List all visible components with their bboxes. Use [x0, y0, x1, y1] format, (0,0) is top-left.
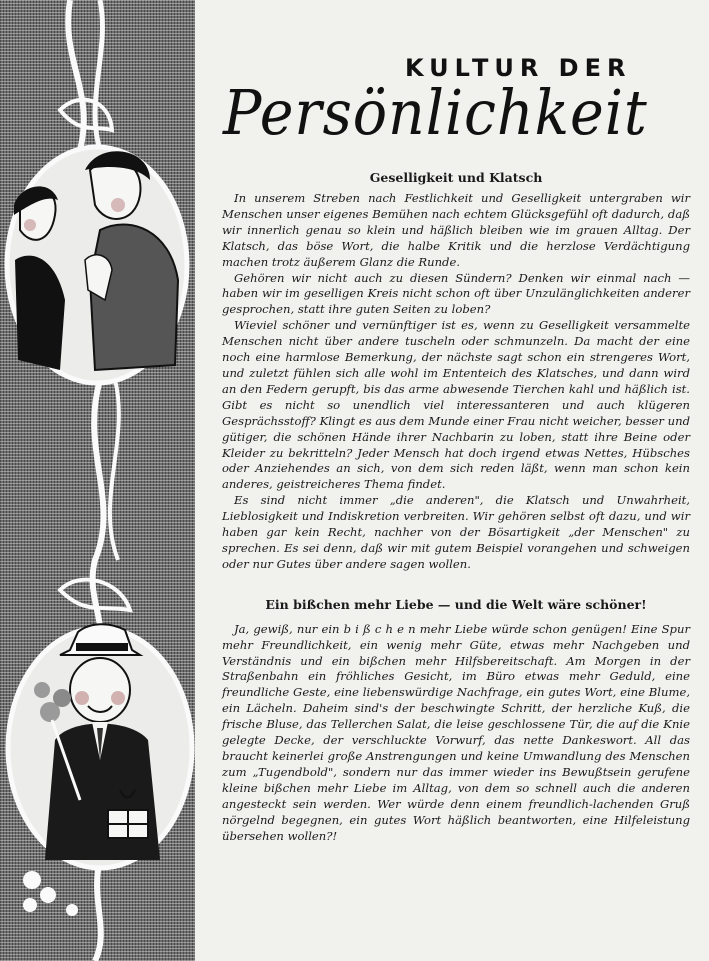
paragraph: Gehören wir nicht auch zu diesen Sündern? Denken wir einmal nach — haben wir im geselligen Kreis nicht schon oft über Unzulänglichkeiten anderer gesprochen, statt ihre guten Seiten zu loben?: [222, 270, 690, 317]
title-kicker: KULTUR DER: [405, 54, 632, 82]
paragraph: Es sind nicht immer „die anderen", die Klatsch und Unwahrheit, Lieblosigkeit und Indiskretion verbreiten. Wir gehören selbst oft dazu, und wir haben gar kein Recht, nachher von der Bösartigkeit „der Menschen" zu sprechen. Es sei denn, daß wir mit gutem Beispiel vorangehen und schweigen oder nur Gutes über andere sagen wollen.: [222, 493, 690, 571]
decorative-illustration-strip: [0, 0, 195, 961]
illustration-svg: [0, 0, 195, 961]
section-heading-liebe: Ein bißchen mehr Liebe — und die Welt wäre schöner!: [265, 596, 647, 612]
article-body: [222, 170, 690, 844]
title-main: Persönlichkeit: [223, 76, 648, 149]
paragraph: In unserem Streben nach Festlichkeit und Geselligkeit untergraben wir Menschen unser eigenes Bemühen nach echtem Glücksgefühl oft dadurch, daß wir innerlich genau so klein und häßlich bleiben wie im grauen Alltag. Der Klatsch, das böse Wort, die halbe Kritik und die herzlose Verdächtigung machen trotz äußerem Glanz die Runde.: [222, 191, 690, 269]
article-title-block: [205, 40, 695, 180]
section-heading-geselligkeit: Geselligkeit und Klatsch: [369, 170, 543, 185]
paragraph: Ja, gewiß, nur ein b i ß c h e n mehr Liebe würde schon genügen! Eine Spur mehr Freundlichkeit, ein wenig mehr Güte, etwas mehr Nachgeben und Verständnis und ein bißchen mehr Hilfsbereitschaft. Am Morgen in der Straßenbahn ein fröhliches Gesicht, im Büro etwas mehr Geduld, eine freundliche Geste, eine liebenswürdige Nachfrage, ein gutes Wort, eine Blume, ein Lächeln. Daheim sind's der beschwingte Schritt, der herzliche Kuß, die frische Bluse, das Tellerchen Salat, die leise geschlossene Tür, die auf die Knie gelegte Decke, der verschluckte Vorwurf, das nette Dankeswort. All das braucht keinerlei große Anstrengungen und keine Umwandlung des Menschen zum „Tugendbold", sondern nur das immer wieder ins Bewußtsein gerufene kleine bißchen mehr Liebe im Alltag, von dem so schnell auch die anderen angesteckt sein werden. Wer würde denn einem freundlich-lachenden Gruß nörgelnd begegnen, ein gutes Wort häßlich beantworten, eine Hilfeleistung übersehen wollen?!: [222, 621, 690, 843]
paragraph: Wieviel schöner und vernünftiger ist es, wenn zu Geselligkeit versammelte Menschen nicht über andere tuscheln oder schmunzeln. Da macht der eine noch eine harmlose Bemerkung, der nächste sagt schon ein strengeres Wort, und zuletzt fühlen sich alle wohl im Ententeich des Klatsches, und dann wird an den Federn gerupft, bis das arme abwesende Tierchen kahl und häßlich ist. Gibt es nicht so unendlich viel interessanteren und auch klügeren Gesprächsstoff? Klingt es aus dem Munde einer Frau nicht weicher, besser und gütiger, die schönen Hände ihrer Nachbarin zu loben, statt ihre Beine oder Kleider zu bekritteln? Jeder Mensch hat doch irgend etwas Nettes, Hübsches oder Anziehendes an sich, von dem sich reden läßt, wenn man schon kein anderes, geistreicheres Thema findet.: [222, 318, 690, 492]
